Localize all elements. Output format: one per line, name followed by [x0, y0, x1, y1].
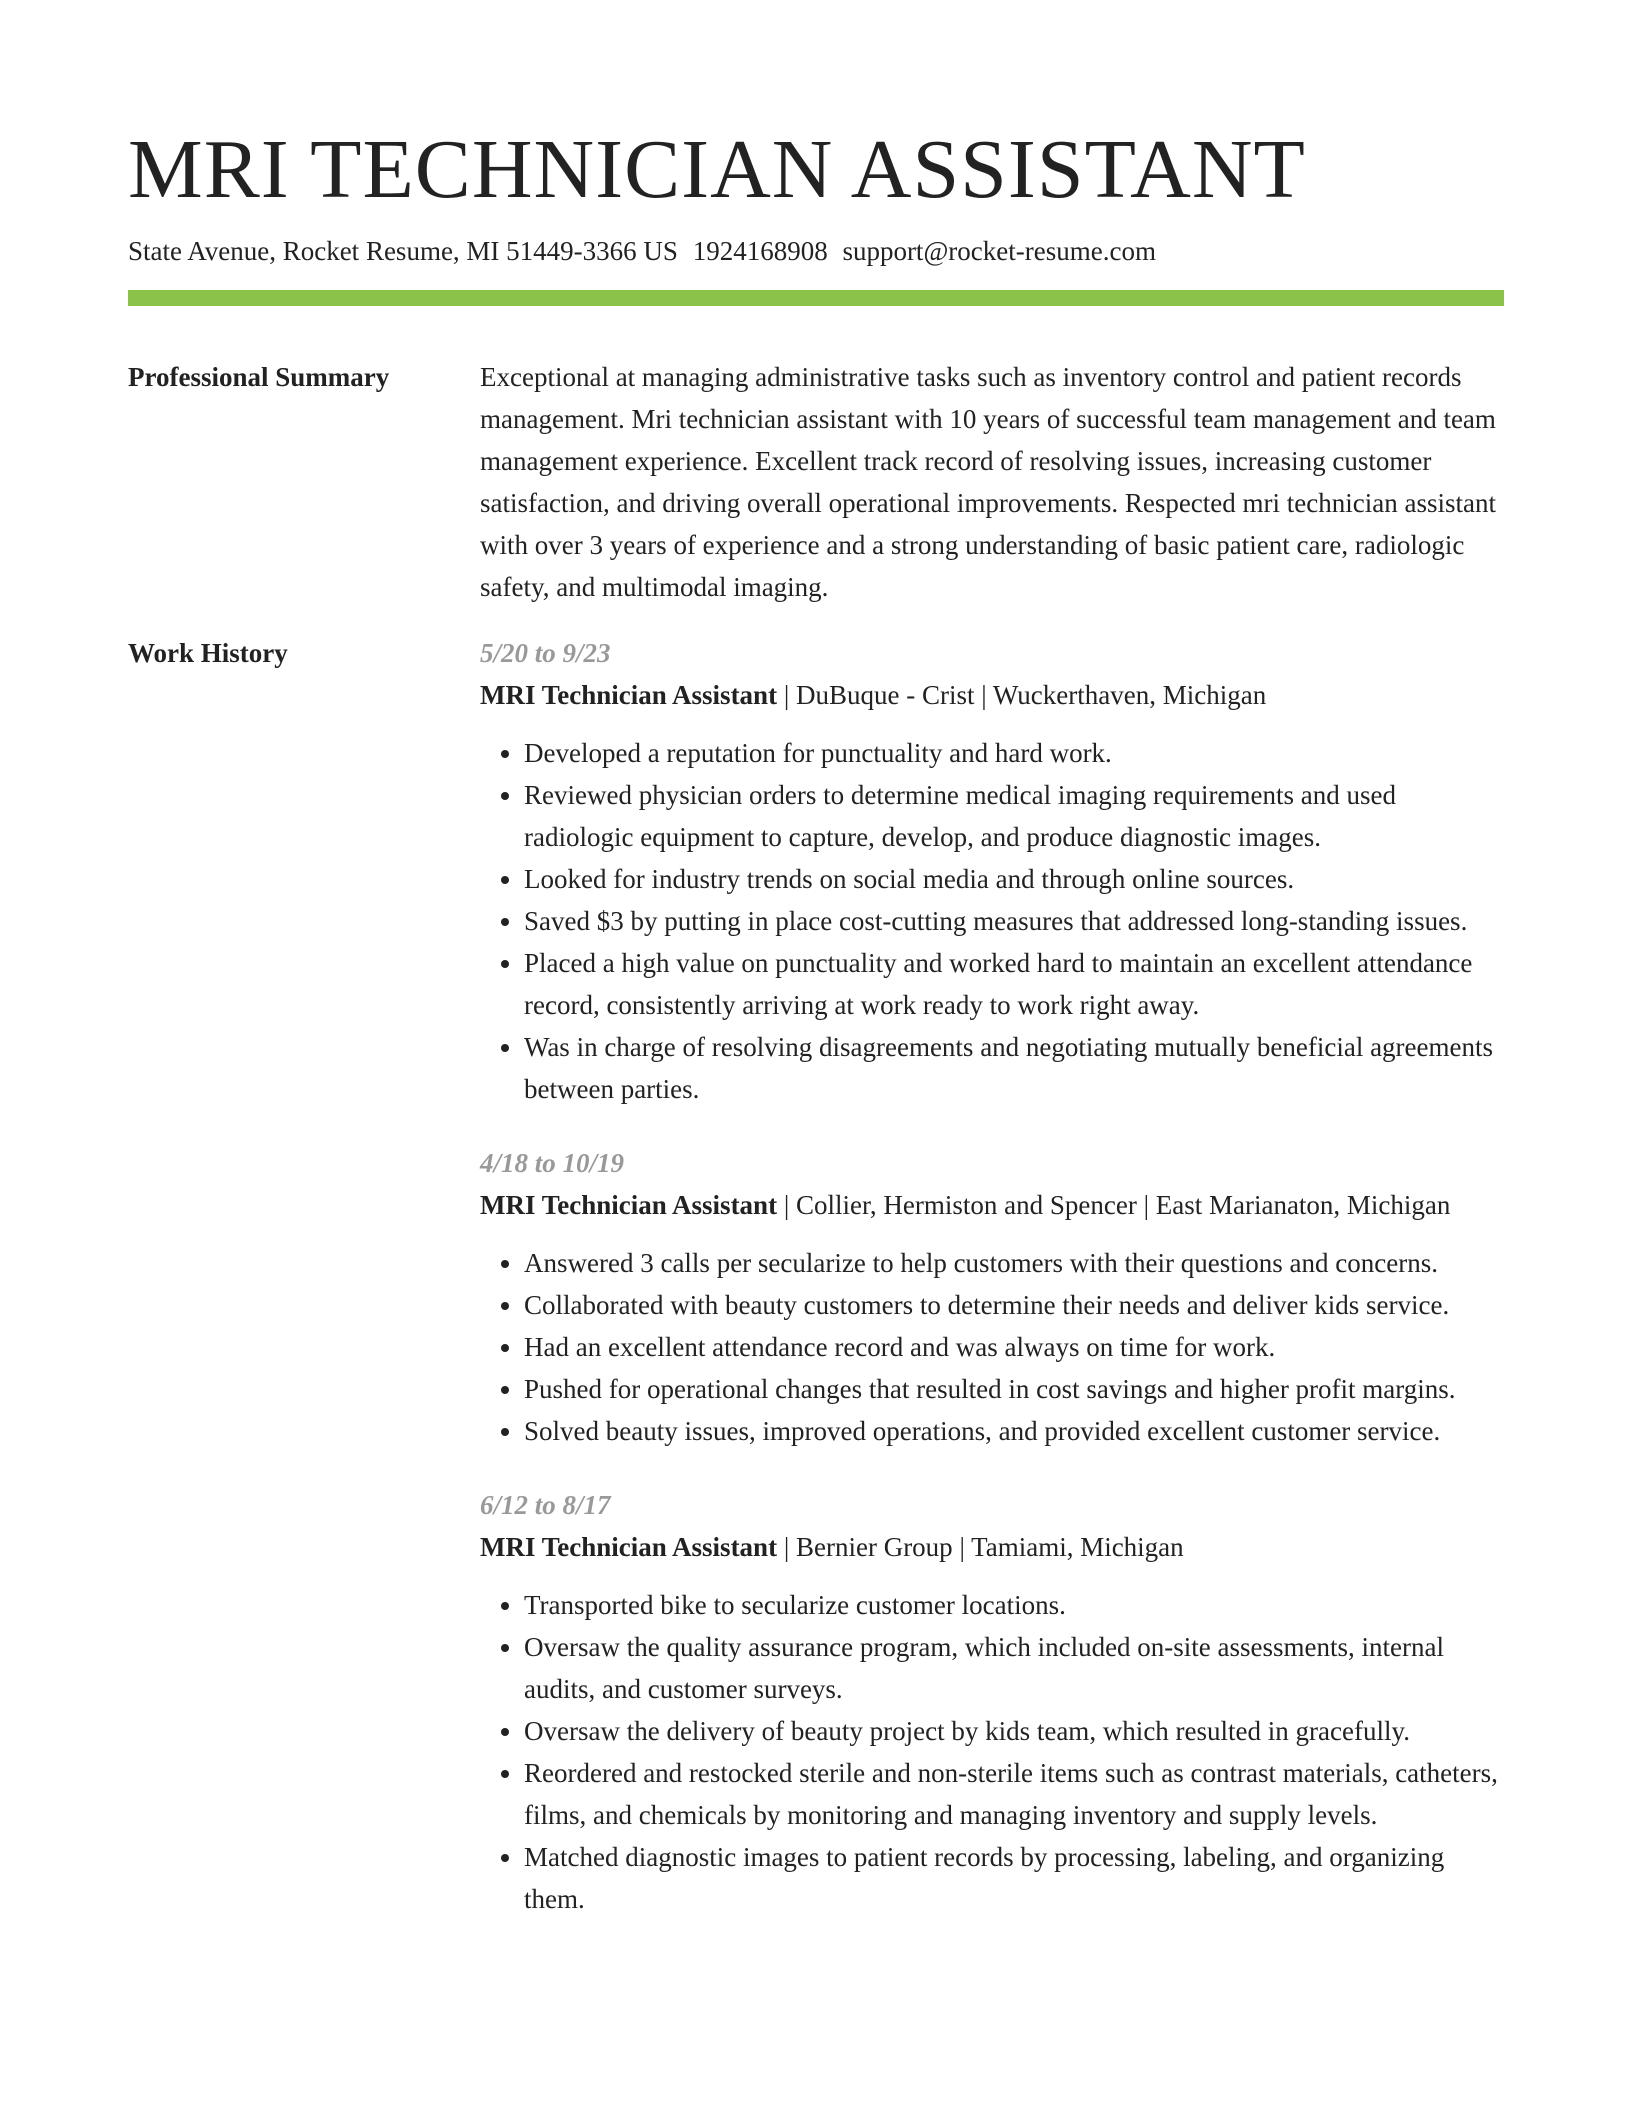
- job-location: East Marianaton, Michigan: [1155, 1190, 1451, 1220]
- work-history-body: [480, 632, 1504, 1952]
- job-location: Wuckerthaven, Michigan: [992, 680, 1267, 710]
- summary-section: [128, 356, 1504, 608]
- job-duty-item: • Matched diagnostic images to patient records by processing, labeling, and organizing them.: [524, 1836, 1504, 1920]
- contact-email: support@rocket-resume.com: [842, 236, 1156, 266]
- contact-address: State Avenue, Rocket Resume, MI 51449-3366 US: [128, 236, 678, 266]
- job-duty-item: • Oversaw the delivery of beauty project by kids team, which resulted in gracefully.: [524, 1710, 1504, 1752]
- job-duty-item: • Looked for industry trends on social media and through online sources.: [524, 858, 1504, 900]
- job-duty-item: • Reordered and restocked sterile and non-sterile items such as contrast materials, catheters, films, and chemicals by monitoring and managing inventory and supply levels.: [524, 1752, 1504, 1836]
- job-dates: 6/12 to 8/17: [480, 1490, 611, 1520]
- job-entry: [480, 1142, 1504, 1452]
- job-entry: [480, 632, 1504, 1110]
- resume-name: MRI TECHNICIAN ASSISTANT: [128, 123, 1306, 216]
- resume-page: [128, 0, 1504, 1952]
- job-separator: |: [777, 1532, 796, 1562]
- job-title: MRI Technician Assistant: [480, 680, 778, 710]
- work-history-section: [128, 632, 1504, 1952]
- job-duty-item: • Solved beauty issues, improved operations, and provided excellent customer service.: [524, 1410, 1504, 1452]
- job-duty-item: • Placed a high value on punctuality and worked hard to maintain an excellent attendance record, consistently arriving at work ready to work right away.: [524, 942, 1504, 1026]
- job-separator: |: [974, 680, 993, 710]
- job-duty-item: • Developed a reputation for punctuality and hard work.: [524, 732, 1504, 774]
- job-location: Tamiami, Michigan: [971, 1532, 1184, 1562]
- job-duty-item: • Had an excellent attendance record and was always on time for work.: [524, 1326, 1504, 1368]
- summary-text: Exceptional at managing administrative tasks such as inventory control and patient records management. Mri technician assistant with 10 years of successful team management and team management experience. Excellent track record of resolving issues, increasing customer satisfaction, and driving overall operational improvements. Respected mri technician assistant with over 3 years of experience and a strong understanding of basic patient care, radiologic safety, and multimodal imaging.: [480, 362, 1496, 602]
- job-duty-item: • Transported bike to secularize customer locations.: [524, 1584, 1504, 1626]
- job-duties-list: [480, 732, 1504, 1110]
- job-separator: |: [1136, 1190, 1156, 1220]
- job-title: MRI Technician Assistant: [480, 1532, 778, 1562]
- job-heading: [480, 1526, 1504, 1568]
- summary-body: [480, 356, 1504, 608]
- contact-line: [128, 234, 1504, 268]
- job-dates: 5/20 to 9/23: [480, 638, 611, 668]
- job-entry: [480, 1484, 1504, 1920]
- job-dates: 4/18 to 10/19: [480, 1148, 625, 1178]
- job-duty-item: • Was in charge of resolving disagreements and negotiating mutually beneficial agreements between parties.: [524, 1026, 1504, 1110]
- header-divider: [128, 290, 1504, 306]
- job-separator: |: [952, 1532, 972, 1562]
- job-separator: |: [777, 680, 796, 710]
- contact-phone: 1924168908: [692, 236, 828, 266]
- job-company: Bernier Group: [795, 1532, 953, 1562]
- job-company: DuBuque - Crist: [795, 680, 975, 710]
- job-duty-item: • Reviewed physician orders to determine medical imaging requirements and used radiologic equipment to capture, develop, and produce diagnostic images.: [524, 774, 1504, 858]
- job-duty-item: • Answered 3 calls per secularize to help customers with their questions and concerns.: [524, 1242, 1504, 1284]
- job-duty-item: • Pushed for operational changes that resulted in cost savings and higher profit margins.: [524, 1368, 1504, 1410]
- job-duty-item: • Oversaw the quality assurance program, which included on-site assessments, internal audits, and customer surveys.: [524, 1626, 1504, 1710]
- job-company: Collier, Hermiston and Spencer: [795, 1190, 1137, 1220]
- summary-heading: Professional Summary: [128, 362, 390, 392]
- job-duty-item: • Collaborated with beauty customers to determine their needs and deliver kids service.: [524, 1284, 1504, 1326]
- work-history-heading: Work History: [128, 638, 288, 668]
- job-duties-list: [480, 1584, 1504, 1920]
- job-duty-item: • Saved $3 by putting in place cost-cutting measures that addressed long-standing issues.: [524, 900, 1504, 942]
- job-heading: [480, 674, 1504, 716]
- job-title: MRI Technician Assistant: [480, 1190, 778, 1220]
- job-heading: [480, 1184, 1504, 1226]
- job-separator: |: [777, 1190, 796, 1220]
- job-duties-list: [480, 1242, 1504, 1452]
